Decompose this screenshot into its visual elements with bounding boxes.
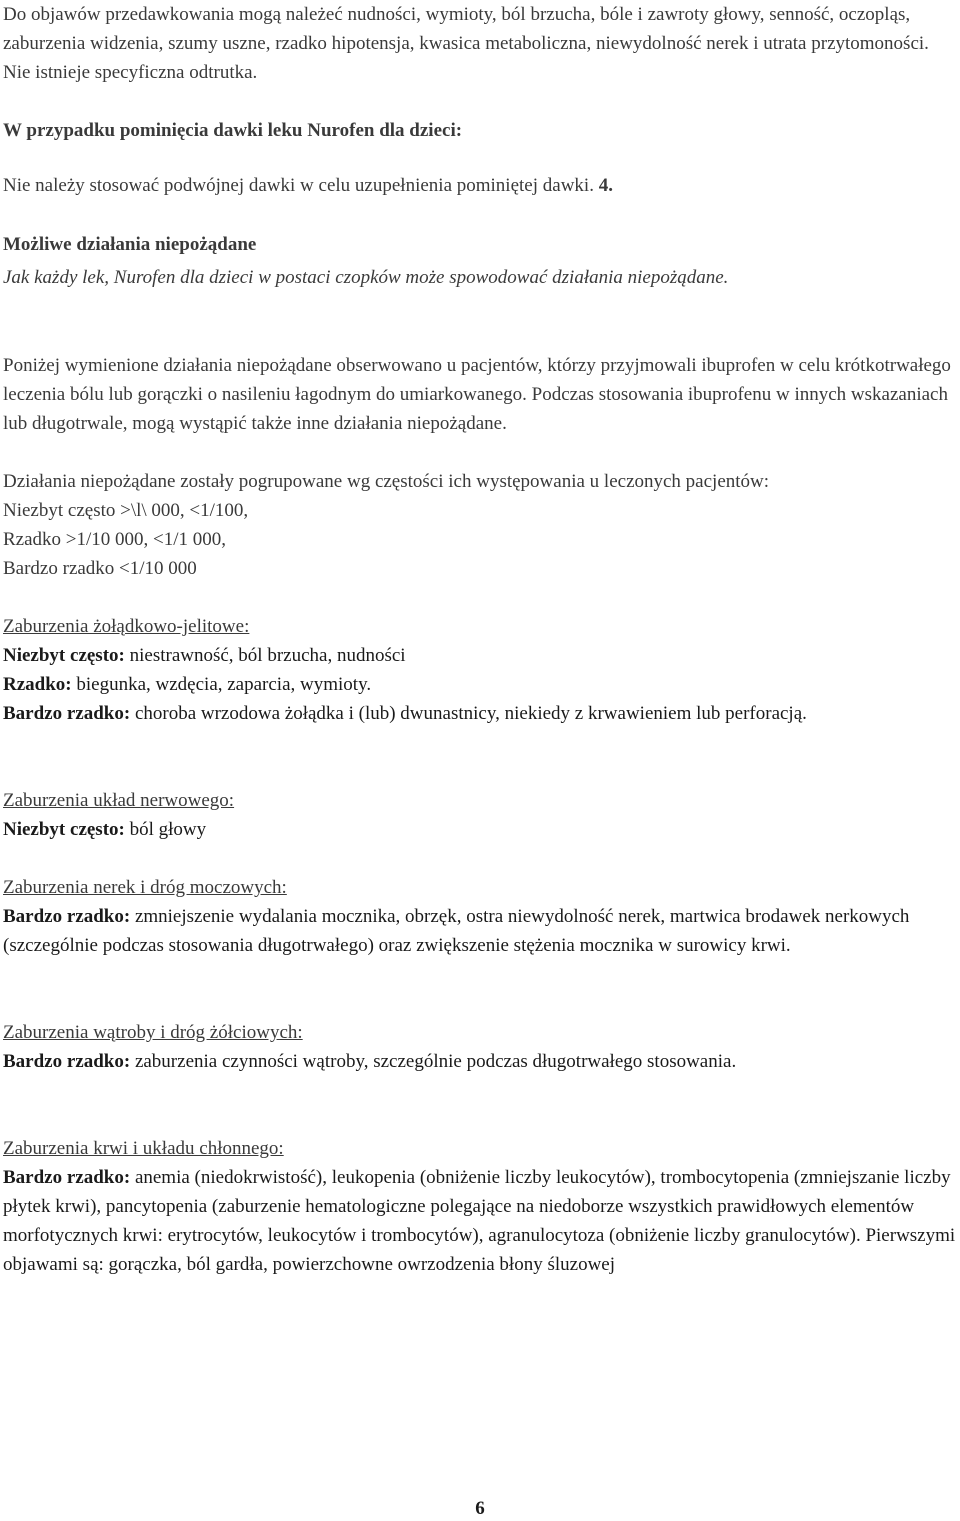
gi-uncommon-label: Niezbyt często:	[3, 645, 125, 666]
kidney-heading: Zaburzenia nerek i dróg moczowych:	[3, 877, 287, 898]
gi-rare-text: biegunka, wzdęcia, zaparcia, wymioty.	[71, 674, 372, 695]
nervous-uncommon	[3, 815, 957, 844]
nervous-text: ból głowy	[124, 819, 207, 840]
frequency-very-rare: Bardzo rzadko <1/10 000	[3, 558, 197, 579]
blood-text: anemia (niedokrwistość), leukopenia (obniżenie liczby leukocytów), trombocytopenia (zmniejszanie liczby płytek krwi), pancytopenia (zaburzenie hematologiczne polegające na niedoborze wszystkich prawidłowych elementów morfotycznych krwi: erytrocytów, leukocytów i trombocytów), agranulocytoza (obniżenie liczby granulocytów). Pierwszymi objawami są: gorączka, ból gardła, powierzchowne owrzodzenia błony śluzowej	[3, 1167, 956, 1275]
gi-very-rare-text: choroba wrzodowa żołądka i (lub) dwunastnicy, niekiedy z krwawieniem lub perforacją.	[130, 703, 807, 724]
gi-rare-label: Rzadko:	[3, 674, 72, 695]
nervous-heading: Zaburzenia układ nerwowego:	[3, 790, 235, 811]
blood-heading: Zaburzenia krwi i układu chłonnego:	[3, 1138, 284, 1159]
missed-dose-text: Nie należy stosować podwójnej dawki w celu uzupełnienia pominiętej dawki.	[3, 175, 594, 196]
liver-heading: Zaburzenia wątroby i dróg żółciowych:	[3, 1022, 303, 1043]
missed-dose-paragraph	[3, 171, 957, 200]
blood-label: Bardzo rzadko:	[3, 1167, 131, 1188]
gi-very-rare	[3, 699, 957, 728]
side-effects-intro: Jak każdy lek, Nurofen dla dzieci w postaci czopków może spowodować działania niepożądane.	[3, 267, 729, 288]
liver-text: zaburzenia czynności wątroby, szczególnie podczas długotrwałego stosowania.	[130, 1051, 737, 1072]
frequency-intro: Działania niepożądane zostały pogrupowane wg częstości ich występowania u leczonych pacjentów:	[3, 471, 770, 492]
liver-very-rare	[3, 1047, 957, 1076]
frequency-uncommon: Niezbyt często >\l\ 000, <1/100,	[3, 500, 249, 521]
gi-heading: Zaburzenia żołądkowo-jelitowe:	[3, 616, 250, 637]
kidney-text: zmniejszenie wydalania mocznika, obrzęk, ostra niewydolność nerek, martwica brodawek nerkowych (szczególnie podczas stosowania długotrwałego) oraz zwiększenie stężenia mocznika w surowicy krwi.	[3, 906, 910, 956]
section-number: 4.	[598, 175, 613, 196]
kidney-very-rare	[3, 902, 957, 960]
overdose-paragraph: Do objawów przedawkowania mogą należeć nudności, wymioty, ból brzucha, bóle i zawroty głowy, senność, oczopląs, zaburzenia widzenia, szumy uszne, rzadko hipotensja, kwasica metaboliczna, niewydolność nerek i utrata przytomoności. Nie istnieje specyficzna odtrutka.	[3, 4, 929, 83]
kidney-label: Bardzo rzadko:	[3, 906, 131, 927]
gi-uncommon	[3, 641, 957, 670]
gi-rare	[3, 670, 957, 699]
nervous-label: Niezbyt często:	[3, 819, 125, 840]
gi-uncommon-text: niestrawność, ból brzucha, nudności	[124, 645, 406, 666]
page-number: 6	[475, 1498, 485, 1519]
missed-dose-heading: W przypadku pominięcia dawki leku Nurofen dla dzieci:	[3, 120, 463, 141]
blood-very-rare	[3, 1163, 957, 1279]
frequency-rare: Rzadko >1/10 000, <1/1 000,	[3, 529, 227, 550]
gi-very-rare-label: Bardzo rzadko:	[3, 703, 131, 724]
side-effects-heading: Możliwe działania niepożądane	[3, 234, 257, 255]
side-effects-paragraph: Poniżej wymienione działania niepożądane obserwowano u pacjentów, którzy przyjmowali ibuprofen w celu krótkotrwałego leczenia bólu lub gorączki o nasileniu łagodnym do umiarkowanego. Podczas stosowania ibuprofenu w innych wskazaniach lub długotrwale, mogą wystąpić także inne działania niepożądane.	[3, 355, 951, 434]
liver-label: Bardzo rzadko:	[3, 1051, 131, 1072]
